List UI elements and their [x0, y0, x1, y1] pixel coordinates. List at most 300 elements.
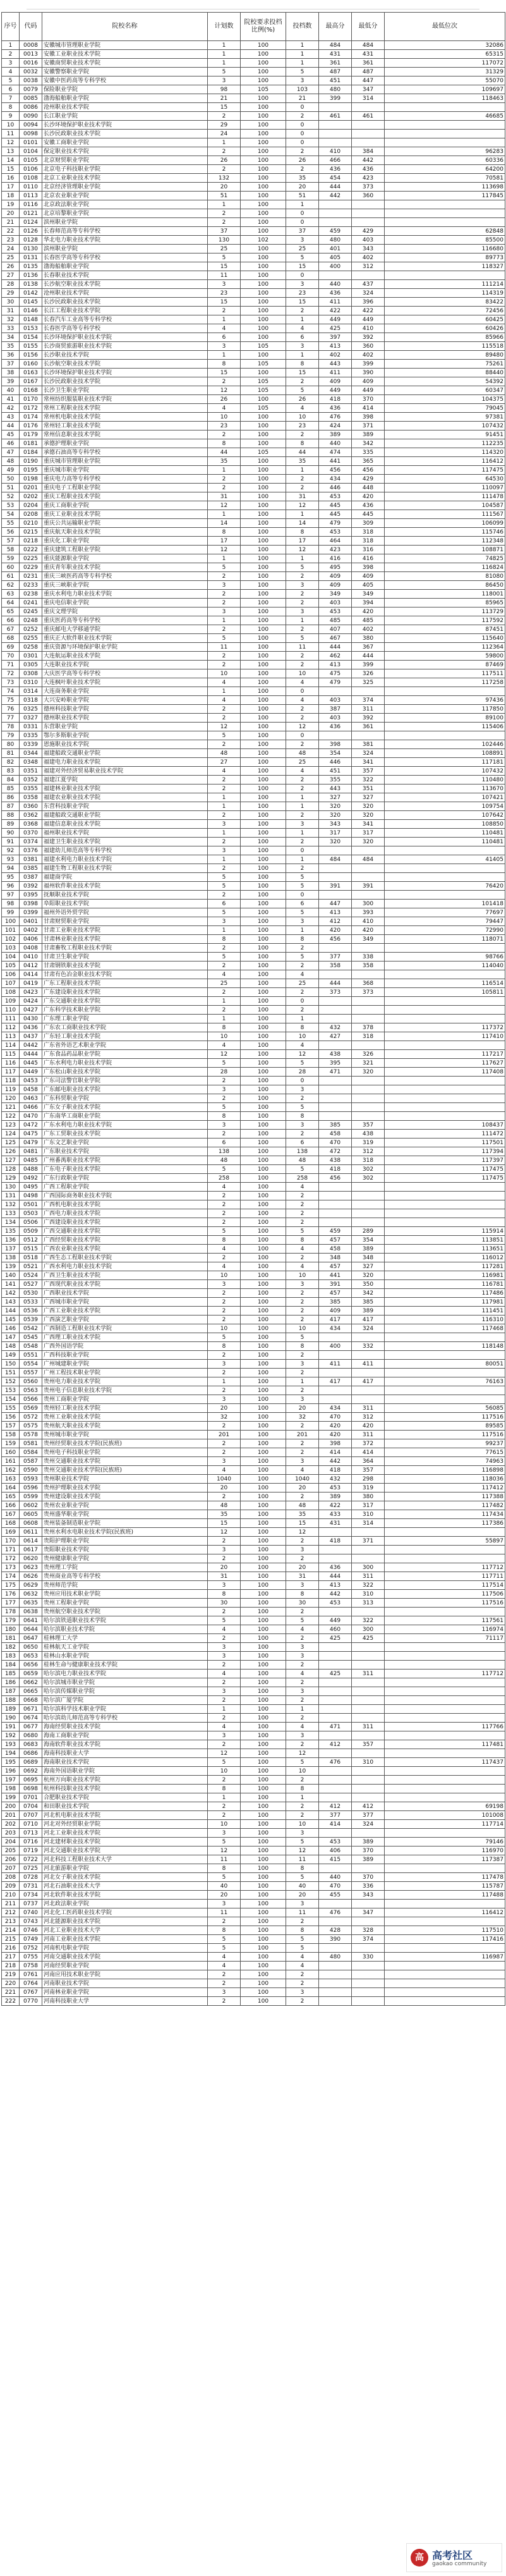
table-cell: 10	[286, 669, 319, 678]
admission-score-table	[1, 12, 505, 2006]
table-cell: 重庆正大软件职业技术学院	[42, 634, 208, 643]
table-cell: 117397	[385, 1156, 505, 1165]
table-cell: 391	[319, 1280, 352, 1289]
table-row	[2, 59, 505, 68]
table-cell: 348	[319, 1254, 352, 1262]
table-cell: 0145	[20, 298, 42, 307]
table-cell: 大兴安岭职业学院	[42, 696, 208, 705]
table-cell: 广东职业技术学院	[42, 1147, 208, 1156]
table-cell: 59	[2, 554, 20, 563]
table-cell: 4	[208, 1962, 241, 1970]
table-cell: 2	[208, 1369, 241, 1377]
table-cell: 117	[2, 1068, 20, 1077]
table-row	[2, 838, 505, 846]
table-cell: 147	[2, 1333, 20, 1342]
table-cell: 0515	[20, 1245, 42, 1254]
table-row	[2, 1050, 505, 1059]
table-cell: 2	[208, 1289, 241, 1298]
table-cell: 487	[319, 68, 352, 76]
table-cell: 314	[352, 1519, 385, 1528]
table-cell: 5	[208, 953, 241, 961]
table-cell	[319, 1528, 352, 1537]
table-cell: 12	[208, 1528, 241, 1537]
table-cell: 2	[286, 1254, 319, 1262]
table-cell: 广西理工职业技术学院	[42, 1333, 208, 1342]
table-cell: 0079	[20, 85, 42, 94]
table-cell: 107	[2, 979, 20, 988]
table-row	[2, 430, 505, 439]
table-cell: 443	[319, 784, 352, 793]
table-cell: 海南科技职业大学	[42, 1749, 208, 1758]
table-cell	[319, 1546, 352, 1554]
table-cell	[319, 1103, 352, 1112]
table-cell: 2	[208, 1634, 241, 1643]
table-row	[2, 1492, 505, 1501]
table-cell: 398	[352, 413, 385, 422]
table-cell: 100	[241, 1315, 286, 1324]
table-cell	[385, 121, 505, 130]
table-cell: 北京财贸职业学院	[42, 156, 208, 165]
table-cell: 100	[241, 369, 286, 377]
table-cell: 甘肃财贸职业学院	[42, 917, 208, 926]
table-cell: 409	[319, 1307, 352, 1315]
table-cell: 0352	[20, 776, 42, 784]
table-cell	[352, 1970, 385, 1979]
table-cell: 87451	[385, 625, 505, 634]
table-cell: 83422	[385, 298, 505, 307]
table-cell: 451	[319, 767, 352, 776]
table-cell: 100	[241, 634, 286, 643]
table-cell: 4	[2, 68, 20, 76]
table-cell: 河南工业职业技术学院	[42, 1935, 208, 1944]
table-cell: 2	[286, 1448, 319, 1457]
table-cell: 2	[208, 1422, 241, 1431]
table-cell: 144	[2, 1307, 20, 1315]
table-row	[2, 997, 505, 1006]
table-cell: 14	[208, 519, 241, 528]
table-cell: 417	[352, 1315, 385, 1324]
table-cell	[319, 1714, 352, 1723]
table-cell: 37	[286, 227, 319, 236]
table-cell: 1	[286, 829, 319, 838]
table-cell: 458	[319, 1245, 352, 1254]
table-cell: 5	[208, 731, 241, 740]
table-row	[2, 1289, 505, 1298]
table-cell: 64530	[385, 475, 505, 484]
table-cell: 1	[208, 41, 241, 50]
table-cell: 99	[2, 908, 20, 917]
table-cell: 425	[319, 1634, 352, 1643]
table-cell: 322	[352, 1581, 385, 1590]
table-cell: 130	[208, 236, 241, 245]
table-cell: 福州软件职业技术学院	[42, 882, 208, 891]
table-cell: 2	[208, 1315, 241, 1324]
table-cell: 103	[286, 85, 319, 94]
table-row	[2, 749, 505, 758]
table-cell	[385, 1112, 505, 1121]
table-cell: 2	[208, 988, 241, 997]
table-cell: 8	[208, 1112, 241, 1121]
table-cell: 461	[319, 112, 352, 121]
table-cell: 100	[241, 510, 286, 519]
table-cell: 0215	[20, 528, 42, 537]
table-cell: 河北工业职业技术学院	[42, 1829, 208, 1838]
table-cell	[385, 1386, 505, 1395]
table-cell: 保定职业技术学院	[42, 147, 208, 156]
table-cell: 65	[2, 607, 20, 616]
table-cell: 3	[208, 1900, 241, 1908]
table-cell	[319, 1917, 352, 1926]
table-cell: 115640	[385, 634, 505, 643]
table-cell: 2	[286, 1369, 319, 1377]
table-cell: 0430	[20, 1015, 42, 1023]
table-cell: 100	[241, 1501, 286, 1510]
table-cell: 贵州农业职业学院	[42, 1501, 208, 1510]
table-cell: 广东科学技术职业学院	[42, 1006, 208, 1015]
table-cell: 445	[352, 510, 385, 519]
table-cell: 389	[352, 430, 385, 439]
table-cell: 2	[208, 1077, 241, 1085]
table-cell: 10	[286, 413, 319, 422]
table-cell: 400	[319, 262, 352, 271]
table-cell: 37	[2, 360, 20, 369]
table-cell: 100	[241, 1714, 286, 1723]
table-cell	[352, 130, 385, 138]
table-cell: 100	[241, 1864, 286, 1873]
table-cell: 381	[352, 740, 385, 749]
table-cell: 100	[241, 1811, 286, 1820]
table-cell: 1040	[208, 1475, 241, 1484]
table-cell: 0424	[20, 997, 42, 1006]
table-cell: 105	[241, 404, 286, 413]
table-cell: 438	[352, 1130, 385, 1138]
table-cell	[385, 1661, 505, 1670]
table-cell: 100	[241, 581, 286, 590]
table-cell: 0314	[20, 687, 42, 696]
table-cell: 132	[208, 174, 241, 183]
table-cell: 2	[286, 147, 319, 156]
table-cell: 0731	[20, 1882, 42, 1891]
table-cell: 326	[352, 669, 385, 678]
table-cell: 8	[208, 1023, 241, 1032]
table-cell: 12	[286, 546, 319, 554]
table-cell: 453	[319, 607, 352, 616]
table-cell: 0305	[20, 661, 42, 669]
table-cell: 100	[241, 1546, 286, 1554]
table-cell: 0	[286, 218, 319, 227]
table-cell: 2	[208, 1554, 241, 1563]
table-cell	[352, 1085, 385, 1094]
table-row	[2, 271, 505, 280]
table-cell: 99237	[385, 1439, 505, 1448]
table-cell: 0110	[20, 183, 42, 192]
table-cell: 79447	[385, 917, 505, 926]
table-cell: 重庆航天职业技术学院	[42, 528, 208, 537]
table-cell: 312	[352, 262, 385, 271]
table-cell: 409	[319, 581, 352, 590]
table-cell: 100	[241, 1298, 286, 1307]
table-cell: 204	[2, 1838, 20, 1847]
table-cell: 110481	[385, 829, 505, 838]
table-cell: 8	[286, 1926, 319, 1935]
table-cell: 2	[208, 776, 241, 784]
table-row	[2, 1785, 505, 1793]
table-row	[2, 961, 505, 970]
table-cell	[319, 1369, 352, 1377]
table-cell: 20	[208, 1563, 241, 1572]
table-cell: 100	[241, 723, 286, 731]
table-cell: 117592	[385, 616, 505, 625]
table-row	[2, 1059, 505, 1068]
table-cell: 2	[208, 705, 241, 714]
table-cell: 26	[286, 156, 319, 165]
table-cell: 354	[352, 1236, 385, 1245]
column-header: 代码	[20, 13, 42, 41]
table-cell: 100	[241, 492, 286, 501]
table-cell: 100	[241, 926, 286, 935]
table-cell	[319, 1864, 352, 1873]
table-cell: 361	[319, 59, 352, 68]
table-cell: 100	[241, 192, 286, 200]
table-row	[2, 1590, 505, 1599]
table-cell: 1	[208, 802, 241, 811]
table-cell: 113729	[385, 607, 505, 616]
table-row	[2, 1572, 505, 1581]
table-cell	[385, 1776, 505, 1785]
table-cell: 327	[319, 793, 352, 802]
table-cell: 0611	[20, 1528, 42, 1537]
table-cell	[319, 1218, 352, 1227]
table-cell: 436	[352, 165, 385, 174]
table-cell: 0689	[20, 1758, 42, 1767]
table-cell: 110	[2, 1006, 20, 1015]
table-cell: 合肥职业技术学院	[42, 1793, 208, 1802]
table-cell	[352, 1767, 385, 1776]
table-cell: 115	[2, 1050, 20, 1059]
table-cell: 2	[208, 811, 241, 820]
table-cell	[352, 1351, 385, 1360]
table-row	[2, 1731, 505, 1740]
table-cell: 2	[286, 838, 319, 846]
table-cell: 0399	[20, 908, 42, 917]
table-cell: 316	[352, 546, 385, 554]
table-cell: 349	[352, 590, 385, 599]
table-cell: 35	[208, 457, 241, 466]
top-rule	[27, 5, 479, 9]
table-cell: 河北科技工程职业技术大学	[42, 1855, 208, 1864]
table-cell: 5	[208, 1059, 241, 1068]
table-cell	[319, 1608, 352, 1616]
table-row	[2, 563, 505, 572]
table-cell: 377	[352, 1811, 385, 1820]
table-cell: 67	[2, 625, 20, 634]
table-cell: 0530	[20, 1289, 42, 1298]
table-cell: 15	[208, 298, 241, 307]
table-cell	[385, 138, 505, 147]
table-cell: 0572	[20, 1413, 42, 1422]
table-cell: 25	[208, 979, 241, 988]
table-cell: 100	[241, 422, 286, 430]
table-cell: 322	[352, 1616, 385, 1625]
table-cell: 221	[2, 1988, 20, 1997]
table-cell: 115746	[385, 528, 505, 537]
table-cell: 100	[241, 1590, 286, 1599]
table-cell: 484	[319, 855, 352, 864]
table-cell	[319, 271, 352, 280]
table-cell: 100	[241, 1802, 286, 1811]
table-row	[2, 289, 505, 298]
table-cell: 54392	[385, 377, 505, 386]
table-cell: 390	[352, 369, 385, 377]
table-cell: 甘肃钢铁职业技术学院	[42, 961, 208, 970]
table-cell: 100	[241, 1537, 286, 1546]
table-cell	[385, 130, 505, 138]
table-cell: 402	[352, 625, 385, 634]
table-cell: 95	[2, 873, 20, 882]
table-cell: 2	[286, 1439, 319, 1448]
table-cell: 5	[208, 908, 241, 917]
table-cell: 141	[2, 1280, 20, 1289]
table-cell: 485	[319, 616, 352, 625]
table-cell: 12	[2, 138, 20, 147]
table-cell: 31329	[385, 68, 505, 76]
table-cell: 0719	[20, 1847, 42, 1855]
table-cell	[352, 1369, 385, 1377]
table-cell: 117561	[385, 1616, 505, 1625]
table-cell: 182	[2, 1643, 20, 1652]
table-cell: 97381	[385, 413, 505, 422]
table-row	[2, 1563, 505, 1572]
table-cell: 100	[241, 997, 286, 1006]
table-cell: 456	[319, 935, 352, 944]
table-cell: 117714	[385, 1820, 505, 1829]
table-cell	[319, 873, 352, 882]
table-cell	[319, 121, 352, 130]
table-cell: 101418	[385, 900, 505, 908]
table-cell: 389	[352, 1855, 385, 1864]
table-cell: 100	[241, 829, 286, 838]
table-cell: 385	[319, 1298, 352, 1307]
table-cell: 72	[2, 669, 20, 678]
table-cell: 79045	[385, 404, 505, 413]
table-cell: 100	[241, 661, 286, 669]
table-row	[2, 1970, 505, 1979]
table-cell: 0238	[20, 590, 42, 599]
table-cell: 74825	[385, 554, 505, 563]
table-cell: 0545	[20, 1333, 42, 1342]
table-cell: 60426	[385, 324, 505, 333]
table-cell: 贵州盛华职业学院	[42, 1510, 208, 1519]
table-cell: 100	[241, 1006, 286, 1015]
table-cell: 61	[2, 572, 20, 581]
table-row	[2, 138, 505, 147]
table-cell: 100	[241, 218, 286, 227]
table-cell: 8	[286, 439, 319, 448]
table-row	[2, 1670, 505, 1678]
table-cell: 32	[2, 315, 20, 324]
table-cell: 0167	[20, 377, 42, 386]
table-cell: 102446	[385, 740, 505, 749]
table-cell: 长春医学高等专科学校	[42, 253, 208, 262]
table-cell: 100	[241, 1342, 286, 1351]
table-row	[2, 492, 505, 501]
table-cell: 160	[2, 1448, 20, 1457]
table-cell: 0310	[20, 678, 42, 687]
table-cell: 102	[2, 935, 20, 944]
table-cell: 0176	[20, 422, 42, 430]
table-cell: 29	[208, 121, 241, 130]
table-cell: 434	[319, 1324, 352, 1333]
table-cell: 哈尔滨广厦学院	[42, 1696, 208, 1705]
table-cell: 河北软件职业技术学院	[42, 1891, 208, 1900]
table-cell: 417	[352, 1377, 385, 1386]
table-cell: 145	[2, 1315, 20, 1324]
table-cell: 3	[208, 917, 241, 926]
table-cell	[352, 1608, 385, 1616]
table-cell: 0423	[20, 988, 42, 997]
table-cell: 保险职业学院	[42, 85, 208, 94]
table-cell: 121	[2, 1103, 20, 1112]
table-cell: 117217	[385, 1050, 505, 1059]
table-cell: 100	[241, 227, 286, 236]
table-cell: 0113	[20, 192, 42, 200]
table-cell	[352, 731, 385, 740]
table-row	[2, 926, 505, 935]
table-cell: 417	[319, 1315, 352, 1324]
table-cell: 389	[319, 1492, 352, 1501]
table-cell: 100	[241, 439, 286, 448]
table-cell: 2	[208, 784, 241, 793]
table-cell	[319, 1183, 352, 1192]
table-cell: 3	[208, 607, 241, 616]
table-cell: 100	[241, 1130, 286, 1138]
table-cell: 0387	[20, 873, 42, 882]
table-cell	[385, 1793, 505, 1802]
table-cell: 151	[2, 1369, 20, 1377]
table-cell: 100	[241, 280, 286, 289]
table-row	[2, 227, 505, 236]
table-cell: 48	[2, 457, 20, 466]
table-cell: 48	[286, 1501, 319, 1510]
table-cell: 16	[2, 174, 20, 183]
table-cell	[385, 1767, 505, 1776]
table-cell: 476	[319, 413, 352, 422]
table-cell: 0258	[20, 643, 42, 652]
table-cell: 河南科技职业大学	[42, 1997, 208, 2006]
table-cell: 100	[241, 882, 286, 891]
table-cell: 100	[241, 333, 286, 342]
table-row	[2, 1988, 505, 1997]
table-cell: 434	[319, 1404, 352, 1413]
table-cell: 361	[352, 59, 385, 68]
table-cell: 100	[241, 68, 286, 76]
table-cell	[352, 1962, 385, 1970]
table-cell	[352, 1988, 385, 1997]
table-cell	[385, 1395, 505, 1404]
table-cell: 117510	[385, 1926, 505, 1935]
table-row	[2, 1793, 505, 1802]
table-cell: 100	[241, 209, 286, 218]
table-cell: 360	[352, 342, 385, 351]
table-cell: 127	[2, 1156, 20, 1165]
table-row	[2, 537, 505, 546]
table-row	[2, 607, 505, 616]
table-cell: 100	[241, 1183, 286, 1192]
table-cell: 0650	[20, 1643, 42, 1652]
table-cell: 380	[352, 1492, 385, 1501]
table-cell: 3	[286, 1988, 319, 1997]
table-cell: 118071	[385, 935, 505, 944]
